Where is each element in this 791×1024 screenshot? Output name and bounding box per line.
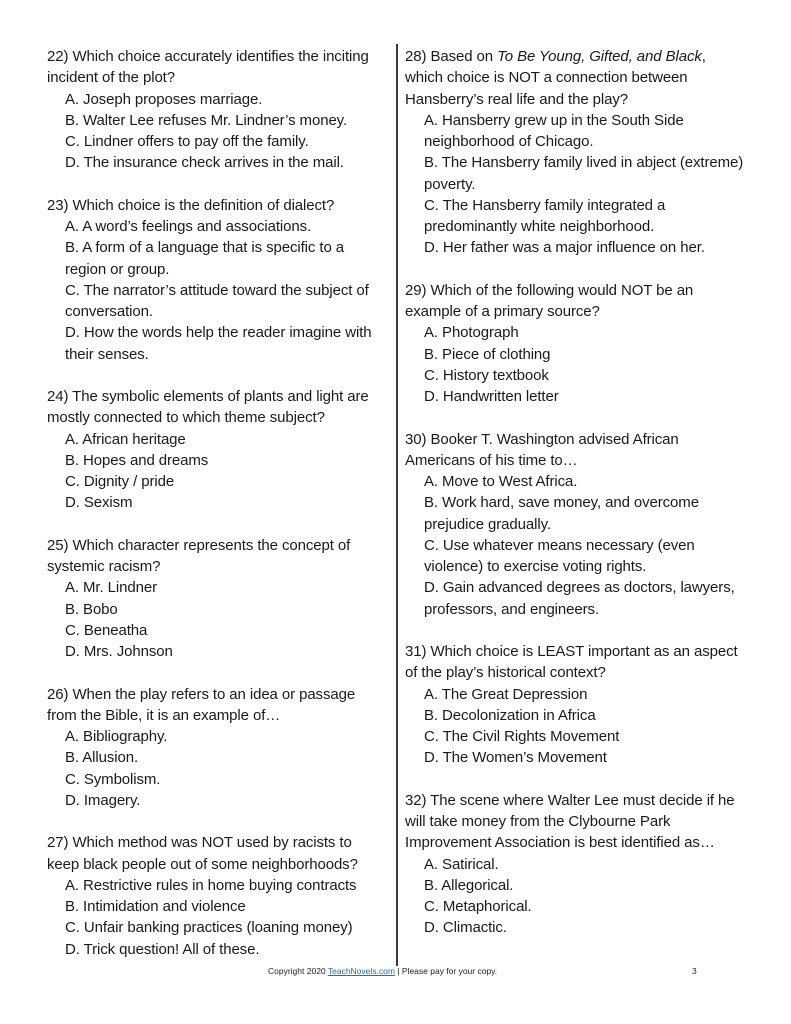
option-b: B. Piece of clothing xyxy=(424,345,551,363)
answer-options xyxy=(405,854,745,939)
question-25 xyxy=(47,535,387,663)
question-31 xyxy=(405,641,745,769)
page-number: 3 xyxy=(692,966,697,976)
option-c: C. Unfair banking practices (loaning money) xyxy=(65,919,353,937)
right-column xyxy=(405,46,745,960)
option-b: B. Walter Lee refuses Mr. Lindner’s money. xyxy=(65,111,348,129)
question-stem: 27) Which method was NOT used by racists to keep black people out of some neighborhoods? xyxy=(47,834,358,873)
question-stem: 26) When the play refers to an idea or passage from the Bible, it is an example of… xyxy=(47,685,356,724)
option-c: C. Dignity / pride xyxy=(65,473,175,490)
copyright-suffix: | Please pay for your copy. xyxy=(394,966,498,976)
option-a: A. Joseph proposes marriage. xyxy=(65,90,263,108)
question-stem: 22) Which choice accurately identifies the inciting incident of the plot? xyxy=(47,48,369,87)
answer-options xyxy=(405,322,745,407)
answer-options xyxy=(47,577,387,662)
option-b: B. The Hansberry family lived in abject (extreme) poverty. xyxy=(424,154,744,193)
copyright-prefix: Copyright 2020 xyxy=(268,966,328,976)
option-c: C. Symbolism. xyxy=(65,770,161,788)
option-d: D. The insurance check arrives in the mail. xyxy=(65,154,344,172)
answer-options xyxy=(47,726,387,811)
book-title: To Be Young, Gifted, and Black xyxy=(497,48,702,65)
question-28 xyxy=(405,46,745,259)
question-26 xyxy=(47,684,387,812)
option-d: D. Trick question! All of these. xyxy=(65,940,260,958)
answer-options xyxy=(405,471,745,620)
answer-options xyxy=(47,429,387,514)
option-a: A. Satirical. xyxy=(424,855,499,873)
option-a: A. Move to West Africa. xyxy=(424,473,578,490)
question-stem xyxy=(405,46,745,110)
option-d: D. The Women’s Movement xyxy=(424,749,607,767)
option-d: D. Her father was a major influence on her. xyxy=(424,239,705,257)
option-b: B. Intimidation and violence xyxy=(65,898,246,915)
option-a: A. Hansberry grew up in the South Side neighborhood of Chicago. xyxy=(424,111,684,150)
option-c: C. Beneatha xyxy=(65,621,148,639)
question-29 xyxy=(405,280,745,408)
question-stem: 29) Which of the following would NOT be an example of a primary source? xyxy=(405,281,694,320)
option-d: D. Sexism xyxy=(65,494,133,512)
option-d: D. Mrs. Johnson xyxy=(65,643,173,660)
option-c: C. Use whatever means necessary (even violence) to exercise voting rights. xyxy=(424,536,695,575)
question-stem: 25) Which character represents the concept of systemic racism? xyxy=(47,536,351,575)
option-b: B. Bobo xyxy=(65,600,118,618)
option-b: B. Hopes and dreams xyxy=(65,451,209,469)
answer-options xyxy=(47,875,387,960)
option-b: B. A form of a language that is specific to a region or group. xyxy=(65,239,344,278)
option-b: B. Decolonization in Africa xyxy=(424,706,596,724)
question-24 xyxy=(47,386,387,514)
teachnovels-link[interactable]: TeachNovels.com xyxy=(327,966,395,976)
option-b: B. Work hard, save money, and overcome prejudice gradually. xyxy=(424,494,699,533)
option-c: C. The narrator’s attitude toward the subject of conversation. xyxy=(65,281,369,320)
left-column xyxy=(47,46,387,981)
option-b: B. Allusion. xyxy=(65,749,139,767)
option-a: A. Bibliography. xyxy=(65,728,168,745)
copyright-notice xyxy=(268,965,497,977)
option-d: D. Climactic. xyxy=(424,919,507,937)
option-c: C. Metaphorical. xyxy=(424,898,532,915)
answer-options xyxy=(47,89,387,174)
option-a: A. African heritage xyxy=(65,430,186,448)
option-c: C. History textbook xyxy=(424,366,549,384)
question-stem: 23) Which choice is the definition of dialect? xyxy=(47,196,335,214)
option-d: D. Imagery. xyxy=(65,791,141,809)
question-stem: 24) The symbolic elements of plants and light are mostly connected to which theme subject? xyxy=(47,388,369,427)
option-d: D. How the words help the reader imagine with their senses. xyxy=(65,324,372,363)
option-d: D. Handwritten letter xyxy=(424,388,559,405)
option-c: C. The Hansberry family integrated a predominantly white neighborhood. xyxy=(424,196,666,235)
question-27 xyxy=(47,832,387,960)
stem-suffix: , which choice is NOT a connection between Hansberry’s real life and the play? xyxy=(405,48,706,108)
question-32 xyxy=(405,790,745,939)
option-a: A. A word’s feelings and associations. xyxy=(65,218,312,235)
answer-options xyxy=(405,110,745,259)
option-a: A. Restrictive rules in home buying contracts xyxy=(65,876,357,894)
option-a: A. Photograph xyxy=(424,324,519,342)
question-22 xyxy=(47,46,387,174)
question-stem: 31) Which choice is LEAST important as an aspect of the play’s historical context? xyxy=(405,643,738,682)
option-c: C. The Civil Rights Movement xyxy=(424,728,620,745)
question-23 xyxy=(47,195,387,365)
answer-options xyxy=(47,216,387,365)
stem-prefix: 28) Based on xyxy=(405,48,498,65)
answer-options xyxy=(405,684,745,769)
question-stem: 32) The scene where Walter Lee must decide if he will take money from the Clybourne Park Improvement Association is best identified as… xyxy=(405,791,735,852)
question-30 xyxy=(405,429,745,620)
option-a: A. Mr. Lindner xyxy=(65,579,157,597)
option-c: C. Lindner offers to pay off the family. xyxy=(65,133,309,150)
question-stem: 30) Booker T. Washington advised African Americans of his time to… xyxy=(405,430,679,469)
option-a: A. The Great Depression xyxy=(424,685,588,703)
column-divider xyxy=(396,44,398,966)
option-d: D. Gain advanced degrees as doctors, lawyers, professors, and engineers. xyxy=(424,579,735,618)
option-b: B. Allegorical. xyxy=(424,876,514,894)
